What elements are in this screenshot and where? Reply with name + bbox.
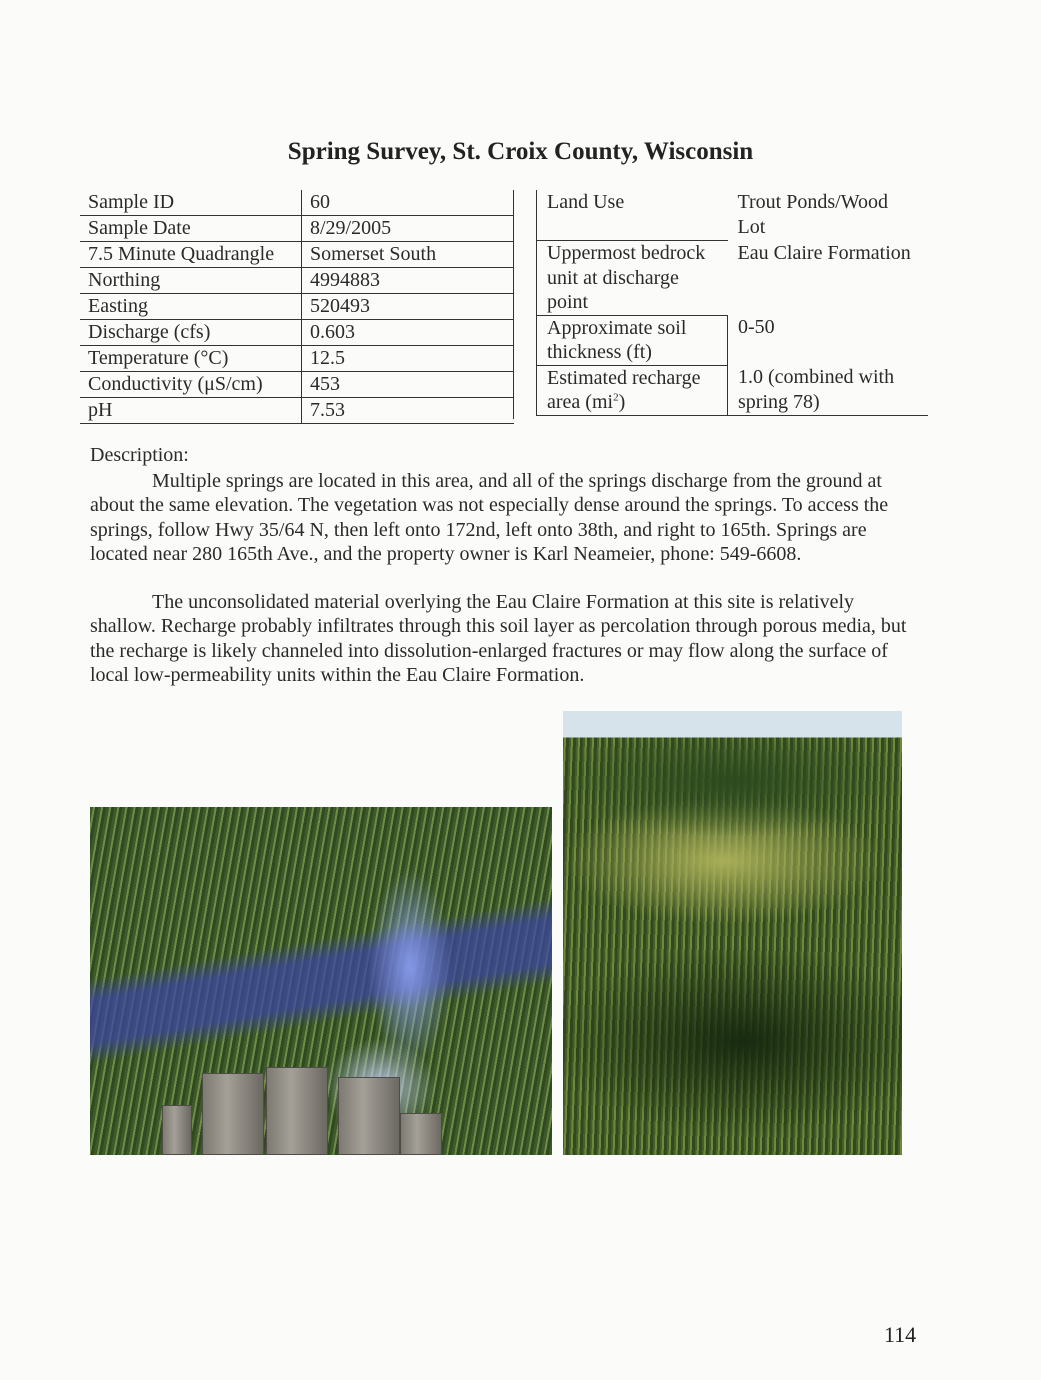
- boardwalk-plank: [162, 1105, 192, 1155]
- table-divider: [513, 190, 514, 419]
- table-row: [537, 241, 929, 316]
- spring-photo-meadow: [563, 711, 902, 1155]
- table-row: [80, 346, 514, 372]
- page-number: 114: [884, 1322, 917, 1347]
- table-row: [80, 216, 514, 242]
- site-info-table: [536, 190, 928, 416]
- field-value: 0-50: [728, 315, 929, 365]
- boardwalk-plank: [202, 1073, 264, 1155]
- field-value: Somerset South: [302, 242, 515, 268]
- field-value: Eau Claire Formation: [737, 241, 911, 264]
- table-row: [537, 365, 929, 415]
- field-label: pH: [80, 398, 302, 424]
- field-value: 453: [302, 372, 515, 398]
- field-label: Easting: [80, 294, 302, 320]
- field-value: Trout Ponds/Wood Lot: [737, 191, 888, 238]
- field-label: Conductivity (μS/cm): [80, 372, 302, 398]
- field-label: Land Use: [537, 190, 728, 241]
- description-paragraph: The unconsolidated material overlying the Eau Claire Formation at this site is relatively shallow. Recharge probably infiltrates through this soil layer as percolation through porous media, but the recharge is likely channeled into dissolution-enlarged fractures or may flow along the surface of local low-permeability units within the Eau Claire Formation.: [90, 591, 907, 686]
- field-value: 12.5: [302, 346, 515, 372]
- spring-photo-closeup: [90, 807, 552, 1155]
- table-row: [80, 242, 514, 268]
- field-label: Northing: [80, 268, 302, 294]
- table-row: [80, 372, 514, 398]
- field-label: [537, 365, 728, 415]
- table-row: [537, 315, 929, 365]
- description-paragraph: Multiple springs are located in this area, and all of the springs discharge from the ground at about the same elevation. The vegetation was not especially dense around the springs. To access the springs, follow Hwy 35/64 N, then left onto 172nd, left onto 38th, and right to 165th. Springs are located near 280 165th Ave., and the property owner is Karl Neameier, phone: 549-6608.: [90, 470, 889, 565]
- label-text: ): [618, 391, 626, 413]
- boardwalk-plank: [338, 1077, 400, 1155]
- table-row: [80, 294, 514, 320]
- field-value: 520493: [302, 294, 515, 320]
- field-label: 7.5 Minute Quadrangle: [80, 242, 302, 268]
- field-value: 7.53: [302, 398, 515, 424]
- field-label: Approximate soil thickness (ft): [537, 315, 728, 365]
- field-value: 8/29/2005: [302, 216, 515, 242]
- description-label: Description:: [90, 444, 189, 466]
- table-row: [80, 320, 514, 346]
- field-label: Sample ID: [88, 191, 175, 213]
- field-value: 1.0 (combined with spring 78): [728, 365, 929, 415]
- spring-data-table: [80, 190, 514, 424]
- page-title: Spring Survey, St. Croix County, Wisconsin: [287, 138, 754, 165]
- table-row: [80, 398, 514, 424]
- field-value: 0.603: [302, 320, 515, 346]
- field-label: Uppermost bedrock unit at discharge point: [537, 241, 728, 316]
- field-value: 4994883: [302, 268, 515, 294]
- label-superscript: 2: [613, 391, 619, 404]
- boardwalk-plank: [400, 1113, 442, 1155]
- field-label: Temperature (°C): [80, 346, 302, 372]
- boardwalk-plank: [266, 1067, 328, 1155]
- field-label: Discharge (cfs): [80, 320, 302, 346]
- field-label: Sample Date: [80, 216, 302, 242]
- table-row: [537, 190, 929, 241]
- table-row: [80, 268, 514, 294]
- field-value: 60: [302, 190, 515, 216]
- table-row: [80, 190, 514, 216]
- label-text: Estimated recharge area (mi: [547, 366, 701, 413]
